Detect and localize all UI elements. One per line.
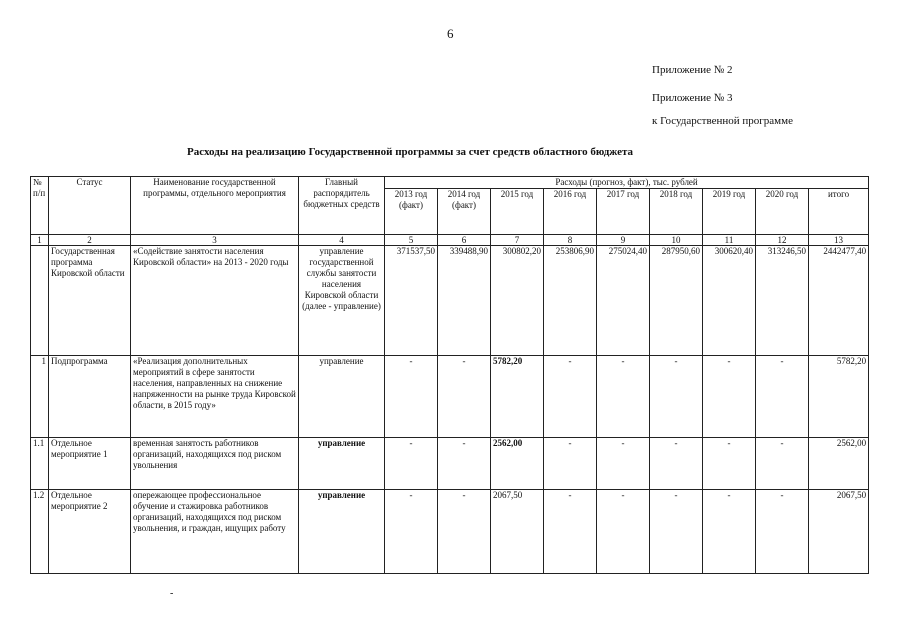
header-year-2013: 2013 год (факт): [385, 189, 438, 235]
row-value-2015: 2067,50: [491, 490, 544, 574]
row-value-2013: -: [385, 490, 438, 574]
row-num: 1.2: [31, 490, 49, 574]
row-num: 1: [31, 356, 49, 438]
stray-mark: -: [170, 588, 174, 599]
row-value-2017: -: [597, 490, 650, 574]
column-number-row: [31, 235, 869, 246]
row-value-2019: -: [703, 356, 756, 438]
row-value-2018: -: [650, 356, 703, 438]
row-value-2017: -: [597, 438, 650, 490]
header-year-2014: 2014 год (факт): [438, 189, 491, 235]
header-status: Статус: [49, 177, 131, 235]
column-number: 5: [385, 235, 438, 246]
row-value-2015: 2562,00: [491, 438, 544, 490]
column-number: 8: [544, 235, 597, 246]
header-name: Наименование государственной программы, отдельного мероприятия: [131, 177, 299, 235]
row-value-2015: 300802,20: [491, 246, 544, 356]
header-num: № п/п: [31, 177, 49, 235]
row-num: 1.1: [31, 438, 49, 490]
row-name: опережающее профессиональное обучение и стажировка работников организаций, находящихся под риском увольнения, и граждан, ищущих работу: [131, 490, 299, 574]
row-value-2015: 5782,20: [491, 356, 544, 438]
row-manager: управление: [299, 490, 385, 574]
header-year-2020: 2020 год: [756, 189, 809, 235]
header-year-2016: 2016 год: [544, 189, 597, 235]
row-value-2020: -: [756, 356, 809, 438]
row-value-total: 2442477,40: [809, 246, 869, 356]
header-expenses: Расходы (прогноз, факт), тыс. рублей: [385, 177, 869, 189]
row-value-2017: 275024,40: [597, 246, 650, 356]
column-number: 9: [597, 235, 650, 246]
row-value-2018: 287950,60: [650, 246, 703, 356]
row-value-2013: 371537,50: [385, 246, 438, 356]
row-value-2016: -: [544, 490, 597, 574]
row-value-2020: -: [756, 490, 809, 574]
header-year-2015: 2015 год: [491, 189, 544, 235]
row-value-2014: -: [438, 490, 491, 574]
row-status: Государственная программа Кировской области: [49, 246, 131, 356]
row-name: «Реализация дополнительных мероприятий в сфере занятости населения, направленных на снижение напряженности на рынке труда Кировской области, в 2015 году»: [131, 356, 299, 438]
row-value-2016: -: [544, 438, 597, 490]
row-num: [31, 246, 49, 356]
row-name: «Содействие занятости населения Кировской области» на 2013 - 2020 годы: [131, 246, 299, 356]
column-number: 11: [703, 235, 756, 246]
appendix-2-label: Приложение № 2: [652, 64, 733, 76]
row-manager: управление: [299, 438, 385, 490]
appendix-program-label: к Государственной программе: [652, 115, 793, 127]
row-value-2019: -: [703, 490, 756, 574]
row-value-total: 2067,50: [809, 490, 869, 574]
header-year-2017: 2017 год: [597, 189, 650, 235]
row-status: Отдельное мероприятие 2: [49, 490, 131, 574]
row-value-2014: 339488,90: [438, 246, 491, 356]
row-value-2014: -: [438, 356, 491, 438]
row-value-2018: -: [650, 438, 703, 490]
row-value-2016: 253806,90: [544, 246, 597, 356]
column-number: 4: [299, 235, 385, 246]
header-total: итого: [809, 189, 869, 235]
document-title: Расходы на реализацию Государственной программы за счет средств областного бюджета: [187, 146, 634, 158]
row-value-2019: -: [703, 438, 756, 490]
column-number: 12: [756, 235, 809, 246]
row-value-2017: -: [597, 356, 650, 438]
appendix-3-label: Приложение № 3: [652, 92, 733, 104]
row-value-2016: -: [544, 356, 597, 438]
header-manager: Главный распорядитель бюджетных средств: [299, 177, 385, 235]
row-value-2019: 300620,40: [703, 246, 756, 356]
row-value-total: 2562,00: [809, 438, 869, 490]
table-row-measure-2: [31, 490, 869, 574]
row-status: Отдельное мероприятие 1: [49, 438, 131, 490]
row-value-2020: -: [756, 438, 809, 490]
column-number: 3: [131, 235, 299, 246]
row-name: временная занятость работников организаций, находящихся под риском увольнения: [131, 438, 299, 490]
column-number: 6: [438, 235, 491, 246]
header-row-top: [31, 177, 869, 189]
expenses-table: [30, 176, 869, 574]
row-manager: управление: [299, 356, 385, 438]
row-manager: управление государственной службы занятости населения Кировской области (далее - управление): [299, 246, 385, 356]
column-number: 2: [49, 235, 131, 246]
header-year-2018: 2018 год: [650, 189, 703, 235]
column-number: 10: [650, 235, 703, 246]
row-value-2014: -: [438, 438, 491, 490]
column-number: 7: [491, 235, 544, 246]
table-row-measure-1: [31, 438, 869, 490]
page-number: 6: [447, 26, 454, 41]
table-row-program: [31, 246, 869, 356]
row-value-total: 5782,20: [809, 356, 869, 438]
row-value-2013: -: [385, 438, 438, 490]
header-year-2019: 2019 год: [703, 189, 756, 235]
table-row-subprogram: [31, 356, 869, 438]
row-status: Подпрограмма: [49, 356, 131, 438]
column-number: 13: [809, 235, 869, 246]
row-value-2018: -: [650, 490, 703, 574]
column-number: 1: [31, 235, 49, 246]
row-value-2020: 313246,50: [756, 246, 809, 356]
row-value-2013: -: [385, 356, 438, 438]
